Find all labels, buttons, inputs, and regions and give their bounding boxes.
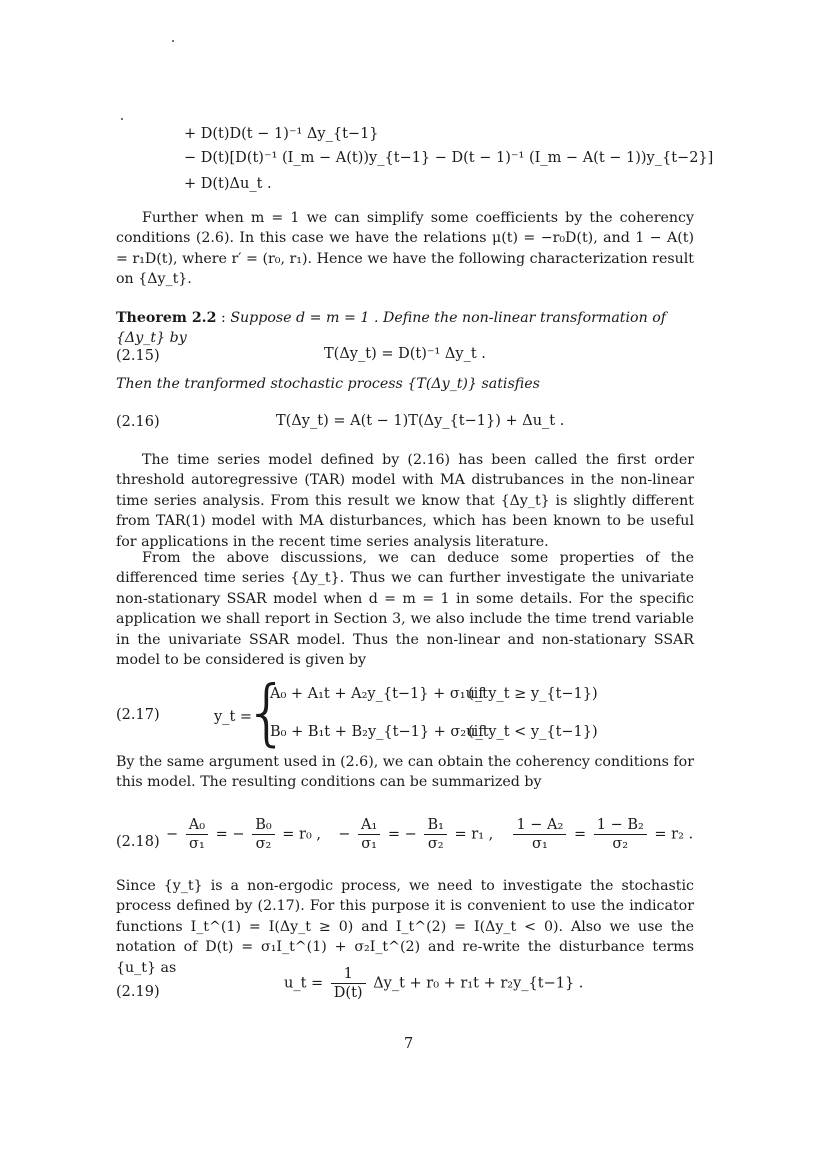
equation-2-16: T(Δy_t) = A(t − 1)T(Δy_{t−1}) + Δu_t . <box>276 413 565 429</box>
theorem-label: Theorem 2.2 <box>116 310 217 326</box>
equation-tag-2-19: (2.19) <box>116 984 160 1000</box>
equation-line-2: − D(t)[D(t)⁻¹ (I_m − A(t))y_{t−1} − D(t − 1)⁻¹ (I_m − A(t − 1))y_{t−2}] <box>184 150 714 166</box>
fraction-one-over-dt: $\frac{1}{D(t)}$ <box>331 966 366 1001</box>
theorem-statement: Suppose d = m = 1 . Define the non-linear transformation of {Δy_t} by <box>116 310 667 347</box>
equation-2-18: − $\frac{\text{A₀}}{\text{σ₁}}$ = − $\frac{\text{B₀}}{\text{σ₂}}$ = r₀ , − $\frac{\text{A₁}}{\text{σ₁}}$ = − $\frac{\text{B₁}}{\text{σ₂}}$ = r₁ , $\frac{\text{1 − A₂}}{\text{σ₁}}$ = $\frac{\text{1 − B₂}}{\text{σ₂}}$ = r₂ . <box>166 817 694 852</box>
paragraph-tar-model: The time series model defined by (2.16) has been called the first order threshold autoregressive (TAR) model with MA distrubances in the non-linear time series analysis. From this result we know that {Δy_t} is slightly different from TAR(1) model with MA disturbances, which has been known to be useful for applications in the recent time series analysis literature. <box>116 452 694 550</box>
equation-2-17-lhs: y_t = <box>214 709 253 725</box>
equation-2-19: u_t = $\frac{1}{D(t)}$ Δy_t + r₀ + r₁t + r₂y_{t−1} . <box>284 966 584 1001</box>
equation-2-17-case-2: B₀ + B₁t + B₂y_{t−1} + σ₂u_t <box>270 724 489 740</box>
equation-2-17-condition-1: (if y_t ≥ y_{t−1}) <box>468 686 598 702</box>
paragraph-ssar-model: From the above discussions, we can deduce some properties of the differenced time series {Δy_t}. Thus we can further investigate the univariate non-stationary SSAR model when d = m = 1 in some details. For the specific application we shall report in Section 3, we also include the time trend variable in the univariate SSAR model. Thus the non-linear and non-stationary SSAR model to be considered is given by <box>116 550 694 669</box>
equation-tag-2-17: (2.17) <box>116 707 160 723</box>
equation-tag-2-15: (2.15) <box>116 348 160 364</box>
paragraph-coherency-conditions: By the same argument used in (2.6), we can obtain the coherency conditions for this model. The resulting conditions can be summarized by <box>116 754 694 791</box>
equation-tag-2-16: (2.16) <box>116 414 160 430</box>
scan-speck <box>172 40 174 42</box>
left-brace: { <box>244 670 290 754</box>
equation-tag-2-18: (2.18) <box>116 834 160 850</box>
fraction-b1-sigma2: $\frac{\text{B₁}}{\text{σ₂}}$ <box>424 817 446 852</box>
fraction-a1-sigma1: $\frac{\text{A₁}}{\text{σ₁}}$ <box>358 817 380 852</box>
theorem-block: Theorem 2.2 : Suppose d = m = 1 . Define the non-linear transformation of {Δy_t} by <box>116 310 667 347</box>
scan-speck <box>121 118 123 120</box>
equation-line-3: + D(t)Δu_t . <box>184 176 272 192</box>
equation-2-17-case-1: A₀ + A₁t + A₂y_{t−1} + σ₁u_t <box>270 686 489 702</box>
equation-line-1: + D(t)D(t − 1)⁻¹ Δy_{t−1} <box>184 126 379 142</box>
fraction-a2-sigma1: $\frac{\text{1 − A₂}}{\text{σ₁}}$ <box>513 817 566 852</box>
equation-2-15: T(Δy_t) = D(t)⁻¹ Δy_t . <box>324 346 486 362</box>
fraction-b0-sigma2: $\frac{\text{B₀}}{\text{σ₂}}$ <box>252 817 274 852</box>
paragraph-coherency: Further when m = 1 we can simplify some coefficients by the coherency conditions (2.6). In this case we have the relations μ(t) = −r₀D(t), and 1 − A(t) = r₁D(t), where r′ = (r₀, r₁). Hence we have the following characterization result on {Δy_t}. <box>116 210 694 288</box>
paragraph-indicator-functions: Since {y_t} is a non-ergodic process, we need to investigate the stochastic process defined by (2.17). For this purpose it is convenient to use the indicator functions I_t^(1) = I(Δy_t ≥ 0) and I_t^(2) = I(Δy_t < 0). Also we use the notation of D(t) = σ₁I_t^(1) + σ₂I_t^(2) and re-write the disturbance terms {u_t} as <box>116 878 694 976</box>
fraction-b2-sigma2: $\frac{\text{1 − B₂}}{\text{σ₂}}$ <box>594 817 647 852</box>
theorem-conclusion: Then the tranformed stochastic process {T(Δy_t)} satisfies <box>116 376 540 392</box>
fraction-a0-sigma1: $\frac{\text{A₀}}{\text{σ₁}}$ <box>186 817 208 852</box>
equation-2-17-condition-2: (if y_t < y_{t−1}) <box>468 724 598 740</box>
page-number: 7 <box>404 1036 414 1052</box>
